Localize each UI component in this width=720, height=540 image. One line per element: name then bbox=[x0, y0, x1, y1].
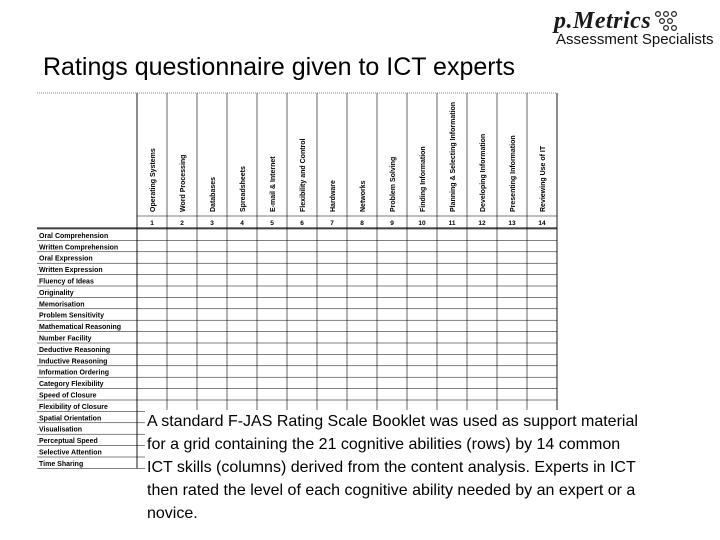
caption-line: for a grid containing the 21 cognitive abilities (rows) by 14 common bbox=[147, 436, 621, 453]
column-header: Hardware bbox=[330, 180, 337, 212]
logo-brand: p.Metrics bbox=[554, 8, 652, 34]
column-header: Presenting Information bbox=[510, 135, 517, 212]
caption-line: A standard F-JAS Rating Scale Booklet was used as support material bbox=[147, 413, 638, 430]
column-number: 9 bbox=[390, 220, 394, 227]
column-header: Reviewing Use of IT bbox=[540, 145, 547, 212]
column-header: E-mail & Internet bbox=[270, 156, 277, 212]
page-title: Ratings questionnaire given to ICT experts bbox=[43, 53, 516, 81]
logo-tagline: Assessment Specialists bbox=[556, 31, 714, 48]
row-label: Written Comprehension bbox=[39, 244, 119, 252]
row-label: Written Expression bbox=[39, 267, 103, 275]
column-number: 2 bbox=[180, 220, 184, 227]
row-labels bbox=[39, 233, 121, 468]
column-number: 8 bbox=[360, 220, 364, 227]
column-header: Developing Information bbox=[480, 133, 487, 212]
column-number: 14 bbox=[538, 220, 546, 227]
row-label: Inductive Reasoning bbox=[39, 358, 108, 366]
column-number: 1 bbox=[150, 220, 154, 227]
row-label: Flexibility of Closure bbox=[39, 403, 108, 411]
column-header: Finding Information bbox=[420, 146, 427, 212]
column-number: 11 bbox=[448, 220, 456, 227]
row-label: Time Sharing bbox=[39, 460, 84, 468]
column-number: 12 bbox=[478, 220, 486, 227]
row-label: Category Flexibility bbox=[39, 381, 104, 389]
row-label: Mathematical Reasoning bbox=[39, 324, 122, 332]
row-label: Fluency of Ideas bbox=[39, 278, 94, 286]
row-label: Spatial Orientation bbox=[39, 415, 102, 423]
column-headers bbox=[150, 102, 547, 212]
row-label: Selective Attention bbox=[39, 449, 102, 457]
column-number: 6 bbox=[300, 220, 304, 227]
row-label: Memorisation bbox=[39, 301, 85, 309]
column-number: 4 bbox=[240, 220, 244, 227]
row-label: Oral Expression bbox=[39, 255, 93, 263]
column-number: 3 bbox=[210, 220, 214, 227]
column-numbers bbox=[150, 220, 546, 227]
column-header: Problem Solving bbox=[390, 156, 397, 212]
row-label: Oral Comprehension bbox=[39, 232, 109, 240]
column-number: 10 bbox=[418, 220, 426, 227]
row-label: Perceptual Speed bbox=[39, 438, 98, 446]
column-number: 13 bbox=[508, 220, 516, 227]
caption-line: then rated the level of each cognitive ability needed by an expert or a bbox=[147, 482, 636, 499]
column-header: Flexibility and Control bbox=[300, 138, 307, 212]
caption-line: ICT skills (columns) derived from the content analysis. Experts in ICT bbox=[147, 459, 636, 476]
column-header: Planning & Selecting Information bbox=[450, 101, 457, 212]
row-label: Information Ordering bbox=[39, 369, 109, 377]
row-label: Speed of Closure bbox=[39, 392, 97, 400]
row-label: Visualisation bbox=[39, 426, 83, 434]
caption-line: novice. bbox=[147, 505, 198, 522]
column-header: Databases bbox=[210, 176, 217, 212]
row-label: Deductive Reasoning bbox=[39, 346, 111, 354]
row-label: Number Facility bbox=[39, 335, 92, 343]
caption bbox=[145, 410, 712, 525]
row-label: Problem Sensitivity bbox=[39, 312, 104, 320]
row-label: Originality bbox=[39, 289, 74, 297]
column-number: 5 bbox=[270, 220, 274, 227]
column-header: Word Processing bbox=[180, 154, 187, 212]
column-number: 7 bbox=[330, 220, 334, 227]
column-header: Operating Systems bbox=[150, 148, 157, 212]
column-header: Networks bbox=[360, 180, 367, 212]
column-header: Spreadsheets bbox=[240, 166, 247, 212]
